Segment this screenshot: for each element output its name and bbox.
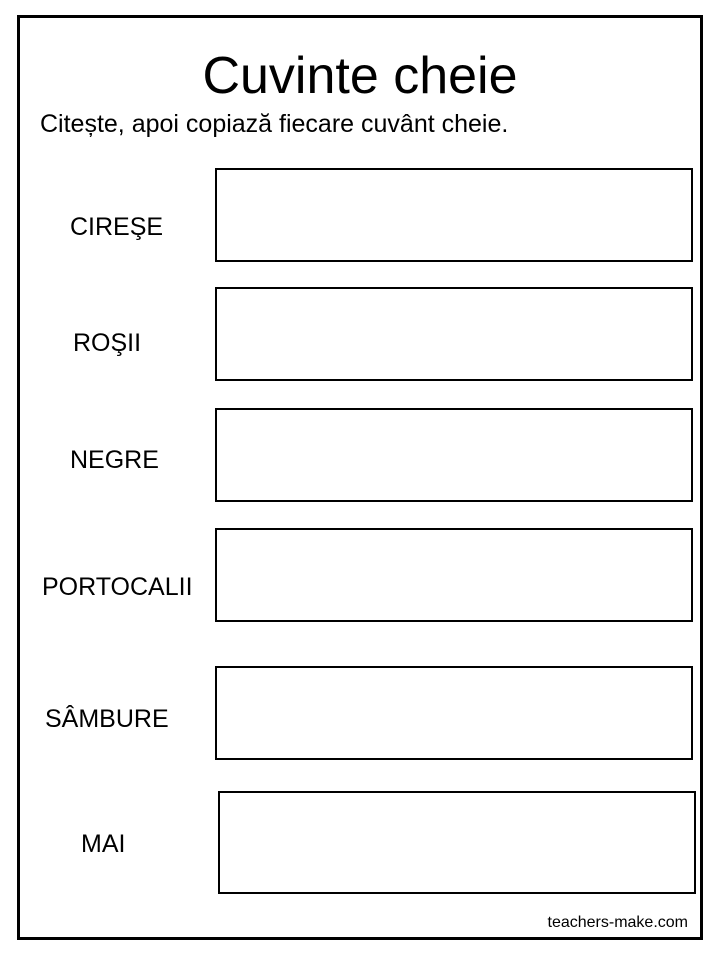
answer-box-mai[interactable]: [218, 791, 696, 894]
answer-box-negre[interactable]: [215, 408, 693, 502]
keyword-label-mai: MAI: [81, 830, 126, 858]
answer-box-rosii[interactable]: [215, 287, 693, 381]
keyword-label-rosii: ROŞII: [73, 329, 142, 357]
instruction-text: Citește, apoi copiază fiecare cuvânt cheie.: [40, 110, 509, 138]
keyword-label-cirese: CIREŞE: [70, 213, 164, 241]
answer-box-portocalii[interactable]: [215, 528, 693, 622]
page-title: Cuvinte cheie: [202, 47, 518, 105]
source-credit: teachers-make.com: [547, 914, 688, 931]
keyword-label-portocalii: PORTOCALII: [42, 573, 193, 601]
keyword-label-sambure: SÂMBURE: [45, 705, 169, 733]
answer-box-cirese[interactable]: [215, 168, 693, 262]
answer-box-sambure[interactable]: [215, 666, 693, 760]
worksheet-page: [17, 15, 703, 940]
keyword-label-negre: NEGRE: [70, 446, 159, 474]
